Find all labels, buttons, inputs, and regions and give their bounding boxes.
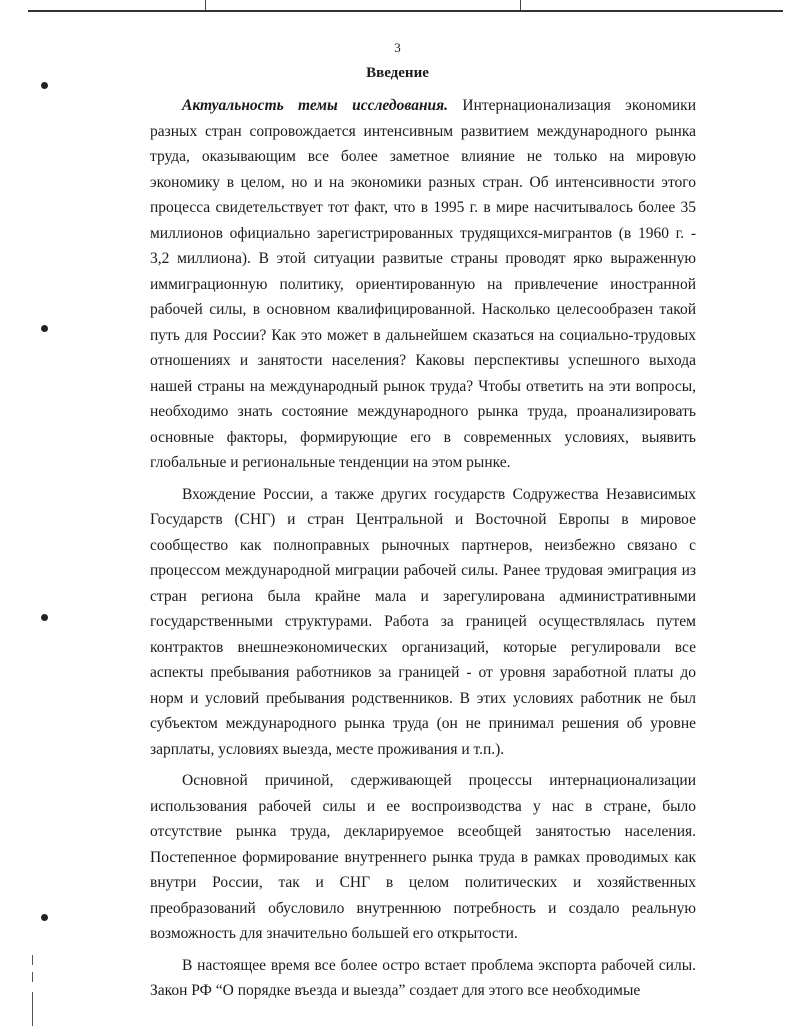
section-title: Введение <box>366 65 429 81</box>
paragraph: Основной причиной, сдерживающей процессы интернационализации использования рабочей силы и ее воспроизводства у нас в стране, было отсутствие рынка труда, декларируемое всеобщей занятостью населения. Постепенное формирование внутреннего рынка труда в рамках проводимых как внутри России, так и СНГ в целом политических и хозяйственных преобразований обусловило внутреннюю потребность и создало реальную возможность для значительно большей его открытости. <box>150 772 696 942</box>
body-text <box>150 93 696 1004</box>
scan-left-mark <box>32 992 33 1026</box>
scan-left-mark <box>32 955 33 965</box>
binder-hole-mark <box>41 325 48 332</box>
paragraph: В настоящее время все более остро встает проблема экспорта рабочей силы. Закон РФ “О порядке въезда и выезда” создает для этого все необходимые <box>150 956 696 999</box>
scan-edge-mark <box>205 0 206 10</box>
binder-hole-mark <box>41 614 48 621</box>
paragraph-lead: Актуальность темы исследования. <box>182 97 449 114</box>
scan-left-mark <box>32 972 33 982</box>
binder-hole-mark <box>41 914 48 921</box>
binder-hole-mark <box>41 82 48 89</box>
paragraph-text: Интернационализация экономики разных стран сопровождается интенсивным развитием международного рынка труда, оказывающим все более заметное влияние не только на мировую экономику в целом, но и на экономики разных стран. Об интенсивности этого процесса свидетельствует тот факт, что в 1995 г. в мире насчитывалось более 35 миллионов официально зарегистрированных трудящихся-мигрантов (в 1960 г. - 3,2 миллиона). В этой ситуации развитые страны проводят ярко выраженную иммиграционную политику, ориентированную на привлечение иностранной рабочей силы, в основном квалифицированной. Насколько целесообразен такой путь для России? Как это может в дальнейшем сказаться на социально-трудовых отношениях и занятости населения? Каковы перспективы успешного выхода нашей страны на международный рынок труда? Чтобы ответить на эти вопросы, необходимо знать состояние международного рынка труда, проанализировать основные факторы, формирующие его в современных условиях, выявить глобальные и региональные тенденции на этом рынке. <box>150 97 697 471</box>
paragraph <box>150 93 696 476</box>
page-number: 3 <box>394 40 401 55</box>
paragraph: Вхождение России, а также других государств Содружества Независимых Государств (СНГ) и стран Центральной и Восточной Европы в мировое сообщество как полноправных рыночных партнеров, неизбежно связано с процессом международной миграции рабочей силы. Ранее трудовая эмиграция из стран региона была крайне мала и зарегулирована административными государственными структурами. Работа за границей осуществлялась путем контрактов внешнеэкономических организаций, которые регулировали все аспекты пребывания работников за границей - от уровня заработной платы до норм и условий пребывания родственников. В этих условиях работник не был субъектом международного рынка труда (он не принимал решения об уровне зарплаты, условиях выезда, месте проживания и т.п.). <box>150 485 696 758</box>
scan-top-border <box>28 10 783 12</box>
scan-edge-mark <box>520 0 521 10</box>
